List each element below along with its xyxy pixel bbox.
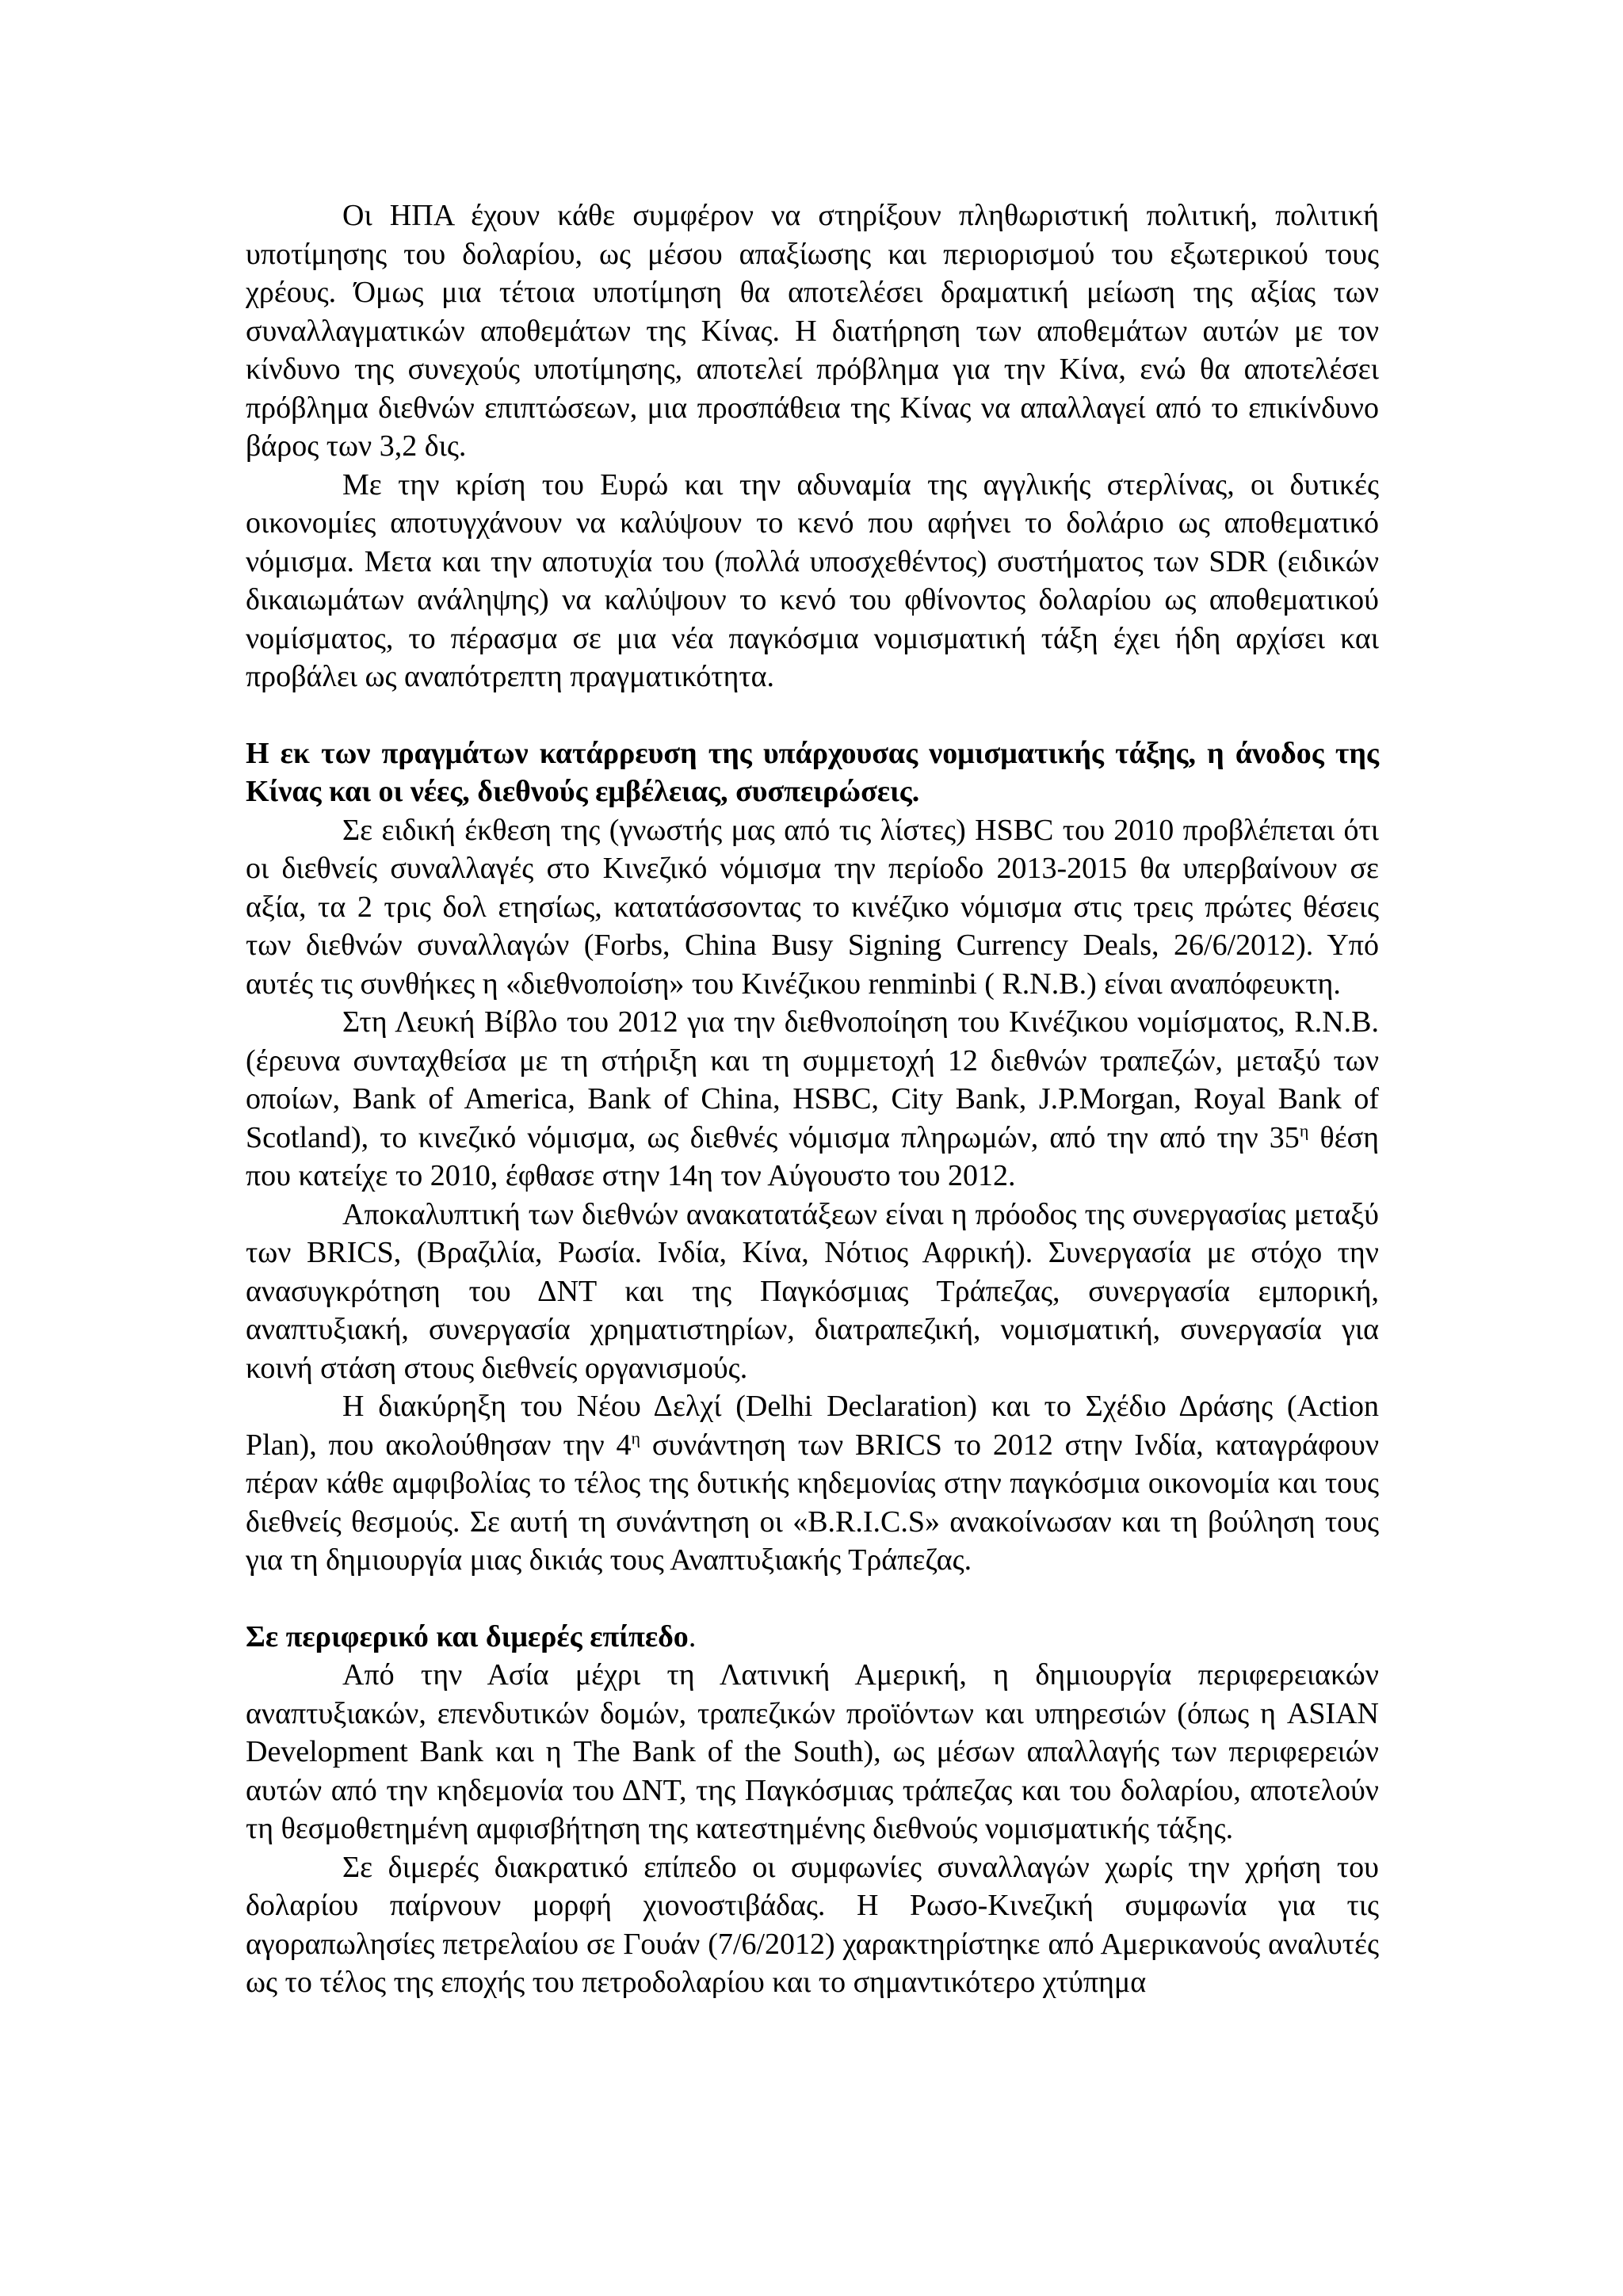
document-body: [246, 196, 1379, 2002]
paragraph-text: Στη Λευκή Βίβλο του 2012 για την διεθνοποίηση του Κινέζικου νομίσματος, R.N.B. (έρευνα συνταχθείσα με τη στήριξη και τη συμμετοχή 12 διεθνών τραπεζών, μεταξύ των οποίων, Bank of America, Bank of China, HSBC, City Bank, J.P.Morgan, Royal Bank of Scotland), το κινεζικό νόμισμα, ως διεθνές νόμισμα πληρωμών, από την από την 35: [246, 1005, 1379, 1154]
section-heading-text: Σε περιφερικό και διμερές επίπεδο: [246, 1619, 689, 1653]
paragraph-spacer: [246, 696, 1379, 734]
paragraph: Σε ειδική έκθεση της (γνωστής μας από τις λίστες) HSBC του 2010 προβλέπεται ότι οι διεθνείς συναλλαγές στο Κινεζικό νόμισμα την περίοδο 2013-2015 θα υπερβαίνουν σε αξία, τα 2 τρις δολ ετησίως, κατατάσσοντας το κινέζικο νόμισμα στις τρεις πρώτες θέσεις των διεθνών συναλλαγών (Forbs, China Busy Signing Currency Deals, 26/6/2012). Υπό αυτές τις συνθήκες η «διεθνοποίση» του Κινέζικου renminbi ( R.N.B.) είναι αναπόφευκτη.: [246, 813, 1379, 1001]
paragraph: Οι ΗΠΑ έχουν κάθε συμφέρον να στηρίξουν πληθωριστική πολιτική, πολιτική υποτίμησης του δολαρίου, ως μέσου απαξίωσης και περιορισμού του εξωτερικού τους χρέους. Όμως μια τέτοια υποτίμηση θα αποτελέσει δραματική μείωση της αξίας των συναλλαγματικών αποθεμάτων της Κίνας. Η διατήρηση των αποθεμάτων αυτών με τον κίνδυνο της συνεχούς υποτίμησης, αποτελεί πρόβλημα για την Κίνα, ενώ θα αποτελέσει πρόβλημα διεθνών επιπτώσεων, μια προσπάθεια της Κίνας να απαλλαγεί από το επικίνδυνο βάρος των 3,2 δις.: [246, 199, 1379, 463]
paragraph-text: συνάντηση των BRICS το 2012 στην Ινδία, καταγράφουν πέραν κάθε αμφιβολίας το τέλος της δυτικής κηδεμονίας στην παγκόσμια οικονομία και τους διεθνείς θεσμούς. Σε αυτή τη συνάντηση οι «B.R.I.C.S» ανακοίνωσαν και τη βούληση τους για τη δημιουργία μιας δικιάς τους Αναπτυξιακής Τράπεζας.: [246, 1428, 1380, 1577]
section-heading: [246, 1618, 1379, 1657]
section-heading: Η εκ των πραγμάτων κατάρρευση της υπάρχουσας νομισματικής τάξης, η άνοδος της Κίνας και οι νέες, διεθνούς εμβέλειας, συσπειρώσεις.: [246, 736, 1379, 808]
paragraph: [246, 1003, 1379, 1196]
paragraph: Αποκαλυπτική των διεθνών ανακατατάξεων είναι η πρόοδος της συνεργασίας μεταξύ των BRICS, (Βραζιλία, Ρωσία. Ινδία, Κίνα, Νότιος Αφρική). Συνεργασία με στόχο την ανασυγκρότηση του ΔΝΤ και της Παγκόσμιας Τράπεζας, συνεργασία εμπορική, αναπτυξιακή, συνεργασία χρηματιστηρίων, διατραπεζική, νομισματική, συνεργασία για κοινή στάση στους διεθνείς οργανισμούς.: [246, 1197, 1379, 1385]
paragraph-text: θέση που κατείχε το 2010, έφθασε στην 14η τον Αύγουστο του 2012.: [246, 1120, 1379, 1192]
ordinal-superscript: η: [631, 1427, 641, 1447]
paragraph: Σε διμερές διακρατικό επίπεδο οι συμφωνίες συναλλαγών χωρίς την χρήση του δολαρίου παίρνουν μορφή χιονοστιβάδας. Η Ρωσο-Κινεζική συμφωνία για τις αγοραπωλησίες πετρελαίου σε Γουάν (7/6/2012) χαρακτηρίστηκε από Αμερικανούς αναλυτές ως το τέλος της εποχής του πετροδολαρίου και το σημαντικότερο χτύπημα: [246, 1850, 1379, 1999]
paragraph: Από την Ασία μέχρι τη Λατινική Αμερική, η δημιουργία περιφερειακών αναπτυξιακών, επενδυτικών δομών, τραπεζικών προϊόντων και υπηρεσιών (όπως η ASIAN Development Bank και η The Bank of the South), ως μέσων απαλλαγής των περιφερειών αυτών από την κηδεμονία του ΔΝΤ, της Παγκόσμιας τράπεζας και του δολαρίου, αποτελούν τη θεσμοθετημένη αμφισβήτηση της κατεστημένης διεθνούς νομισματικής τάξης.: [246, 1658, 1379, 1845]
paragraph-text: Η διακύρηξη του Νέου Δελχί (Delhi Declaration) και το Σχέδιο Δράσης (Action Plan), που ακολούθησαν την 4: [246, 1390, 1379, 1462]
paragraph: [246, 1387, 1379, 1580]
section-heading-period: .: [688, 1619, 697, 1653]
ordinal-superscript: η: [1299, 1119, 1309, 1140]
paragraph-spacer: [246, 1580, 1379, 1618]
paragraph: Με την κρίση του Ευρώ και την αδυναμία της αγγλικής στερλίνας, οι δυτικές οικονομίες αποτυγχάνουν να καλύψουν το κενό που αφήνει το δολάριο ως αποθεματικό νόμισμα. Μετα και την αποτυχία του (πολλά υποσχεθέντος) συστήματος των SDR (ειδικών δικαιωμάτων ανάληψης) να καλύψουν το κενό του φθίνοντος δολαρίου ως αποθεματικού νομίσματος, το πέρασμα σε μια νέα παγκόσμια νομισματική τάξη έχει ήδη αρχίσει και προβάλει ως αναπότρεπτη πραγματικότητα.: [246, 467, 1379, 693]
